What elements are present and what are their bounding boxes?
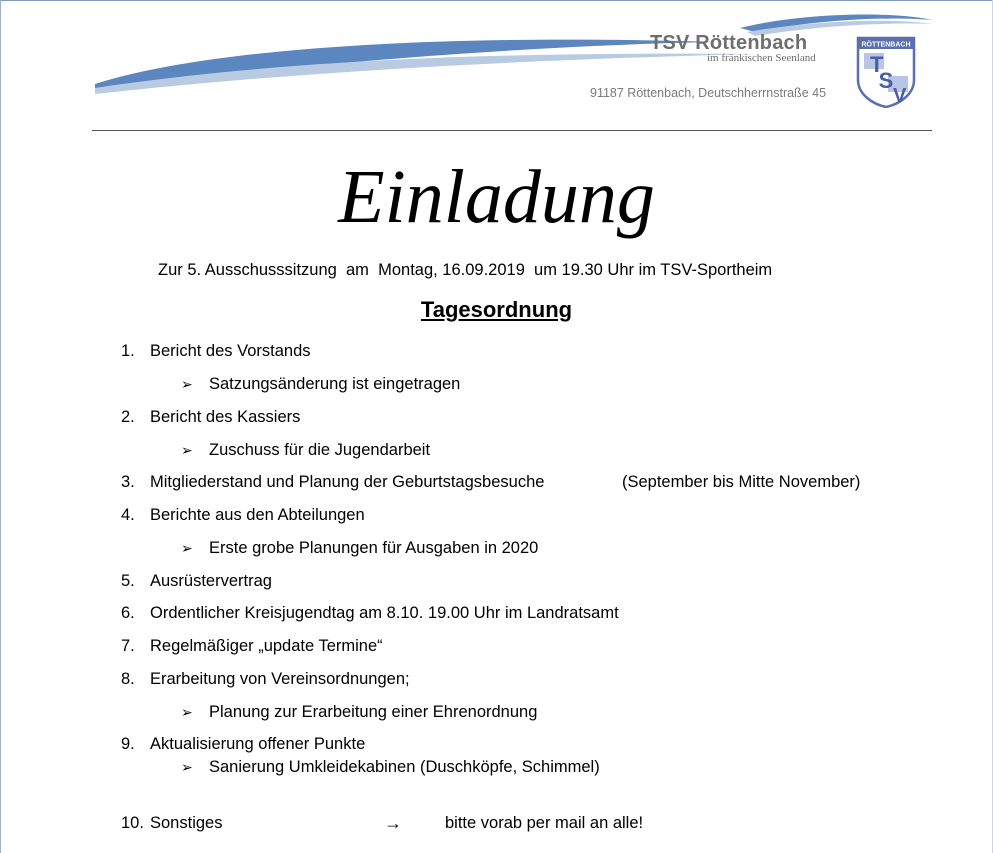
letterhead-swoosh (95, 6, 935, 96)
agenda-subitem (181, 756, 600, 778)
agenda-subitem (181, 439, 430, 461)
agenda-subitem-text: Planung zur Erarbeitung einer Ehrenordnung (209, 703, 538, 721)
agenda-number: 3. (121, 473, 135, 491)
agenda-text: Ausrüstervertrag (150, 572, 272, 590)
agenda-item (121, 812, 222, 834)
window-left-border (0, 0, 1, 853)
right-arrow-icon: → (384, 813, 402, 833)
agenda-subitem-text: Erste grobe Planungen für Ausgaben in 2020 (209, 539, 539, 557)
arrowhead-bullet-icon: ➢ (181, 442, 193, 458)
agenda-text: Aktualisierung offener Punkte (150, 735, 366, 753)
agenda-subitem (181, 701, 537, 723)
agenda-note: (September bis Mitte November) (622, 473, 861, 491)
meeting-info: Zur 5. Ausschusssitzung am Montag, 16.09.2019 um 19.30 Uhr im TSV-Sportheim (158, 261, 773, 279)
crest-letter-s: S (878, 68, 894, 93)
crest-letter-v: V (893, 85, 907, 107)
agenda-number: 5. (121, 572, 135, 590)
agenda-item (121, 602, 619, 624)
agenda-number: 1. (121, 342, 135, 360)
agenda-subitem (181, 537, 538, 559)
club-address: 91187 Röttenbach, Deutschherrnstraße 45 (590, 86, 827, 100)
agenda-item (121, 340, 311, 362)
agenda-number: 10. (121, 814, 144, 832)
agenda-item (121, 733, 365, 755)
agenda-item (121, 504, 365, 526)
agenda-item (121, 471, 544, 493)
window-top-border (0, 0, 993, 1)
agenda-subitem (181, 373, 460, 395)
club-crest-logo (856, 36, 916, 108)
agenda-heading: Tagesordnung (420, 297, 573, 322)
document-title: Einladung (338, 155, 655, 239)
agenda-text: Sonstiges (150, 814, 223, 832)
agenda-text: Bericht des Kassiers (150, 408, 301, 426)
arrowhead-bullet-icon: ➢ (181, 759, 193, 775)
agenda-text: Mitgliederstand und Planung der Geburtstagsbesuche (150, 473, 545, 491)
agenda-item (121, 570, 272, 592)
agenda-text: Berichte aus den Abteilungen (150, 506, 365, 524)
crest-label: RÖTTENBACH (861, 41, 911, 49)
club-subtitle: im fränkischen Seenland (707, 52, 816, 64)
agenda-subitem-text: Satzungsänderung ist eingetragen (209, 375, 461, 393)
club-name: TSV Röttenbach (650, 32, 808, 54)
crest-letter-t: T (870, 52, 884, 77)
agenda-number: 9. (121, 735, 135, 753)
agenda-subitem-text: Sanierung Umkleidekabinen (Duschköpfe, Schimmel) (209, 758, 600, 776)
agenda-number: 4. (121, 506, 135, 524)
agenda-number: 7. (121, 637, 135, 655)
agenda-note: bitte vorab per mail an alle! (445, 814, 644, 832)
agenda-number: 8. (121, 670, 135, 688)
agenda-item (121, 668, 410, 690)
agenda-item (121, 406, 300, 428)
agenda-text: Regelmäßiger „update Termine“ (150, 637, 383, 655)
header-divider (92, 130, 932, 131)
arrowhead-bullet-icon: ➢ (181, 376, 193, 392)
agenda-text: Bericht des Vorstands (150, 342, 311, 360)
agenda-item (121, 635, 383, 657)
arrowhead-bullet-icon: ➢ (181, 540, 193, 556)
agenda-text: Ordentlicher Kreisjugendtag am 8.10. 19.00 Uhr im Landratsamt (150, 604, 619, 622)
agenda-text: Erarbeitung von Vereinsordnungen; (150, 670, 410, 688)
agenda-subitem-text: Zuschuss für die Jugendarbeit (209, 441, 431, 459)
agenda-number: 2. (121, 408, 135, 426)
arrowhead-bullet-icon: ➢ (181, 704, 193, 720)
agenda-number: 6. (121, 604, 135, 622)
